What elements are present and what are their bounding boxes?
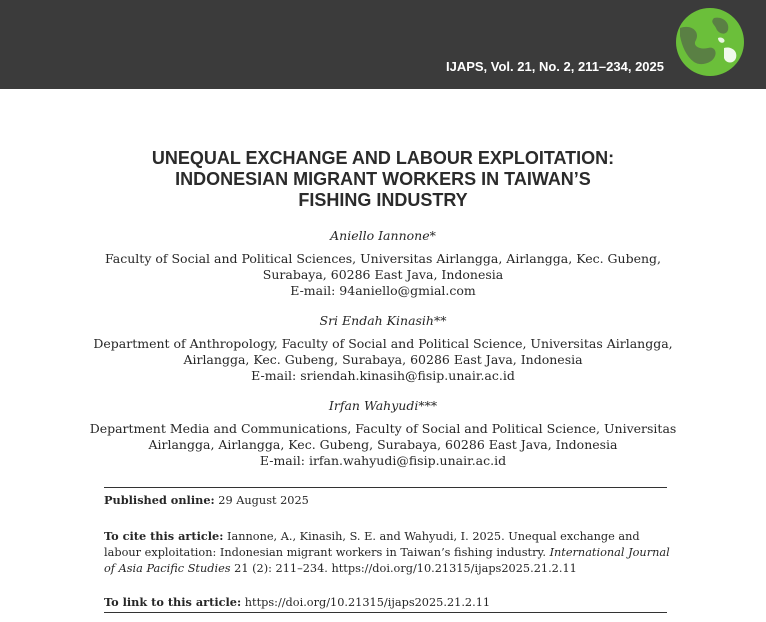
author-name: Irfan Wahyudi*** <box>328 398 438 413</box>
title-line: INDONESIAN MIGRANT WORKERS IN TAIWAN’S <box>175 169 591 189</box>
article-title <box>63 148 703 211</box>
affiliation-line: Department Media and Communications, Faculty of Social and Political Science, Universitas <box>89 421 677 436</box>
published-label: Published online: <box>104 493 215 507</box>
author-name: Sri Endah Kinasih** <box>319 313 447 328</box>
author-3 <box>83 398 683 469</box>
article-link <box>104 594 674 611</box>
author-name: Aniello Iannone* <box>330 228 436 243</box>
citation <box>104 528 674 577</box>
globe-icon <box>674 6 746 78</box>
cite-journal: International Journal of Asia Pacific Studies <box>104 546 670 575</box>
journal-reference: IJAPS, Vol. 21, No. 2, 211–234, 2025 <box>445 59 664 74</box>
cite-text-volume[interactable]: 21 (2): 211–234. https://doi.org/10.21315/ijaps2025.21.2.11 <box>234 562 577 575</box>
affiliation-line: Airlangga, Airlangga, Kec. Gubeng, Surabaya, 60286 East Java, Indonesia <box>148 437 618 452</box>
doi-link[interactable]: https://doi.org/10.21315/ijaps2025.21.2.11 <box>244 596 491 609</box>
author-email[interactable]: E-mail: 94aniello@gmial.com <box>290 283 476 298</box>
link-label: To link to this article: <box>104 595 242 609</box>
published-date: 29 August 2025 <box>218 494 309 507</box>
cite-text: Iannone, A., Kinasih, S. E. and Wahyudi, I. 2025. Unequal exchange and labour exploitation: Indonesian migrant workers in Taiwan’s fishing industry. <box>104 530 640 559</box>
affiliation-line: Surabaya, 60286 East Java, Indonesia <box>262 267 504 282</box>
divider <box>104 487 667 488</box>
affiliation-line: Faculty of Social and Political Sciences, Universitas Airlangga, Airlangga, Kec. Gubeng, <box>104 251 662 266</box>
author-1 <box>83 228 683 299</box>
divider <box>104 612 667 613</box>
title-line: UNEQUAL EXCHANGE AND LABOUR EXPLOITATION: <box>151 148 615 168</box>
author-email[interactable]: E-mail: irfan.wahyudi@fisip.unair.ac.id <box>259 453 507 468</box>
journal-header <box>0 0 766 89</box>
affiliation-line: Department of Anthropology, Faculty of Social and Political Science, Universitas Airlangga, <box>93 336 673 351</box>
author-2 <box>83 313 683 384</box>
affiliation-line: Airlangga, Kec. Gubeng, Surabaya, 60286 East Java, Indonesia <box>183 352 583 367</box>
author-email[interactable]: E-mail: sriendah.kinasih@fisip.unair.ac.id <box>251 368 515 383</box>
published-online <box>104 492 674 509</box>
title-line: FISHING INDUSTRY <box>298 190 468 210</box>
cite-label: To cite this article: <box>104 529 224 543</box>
